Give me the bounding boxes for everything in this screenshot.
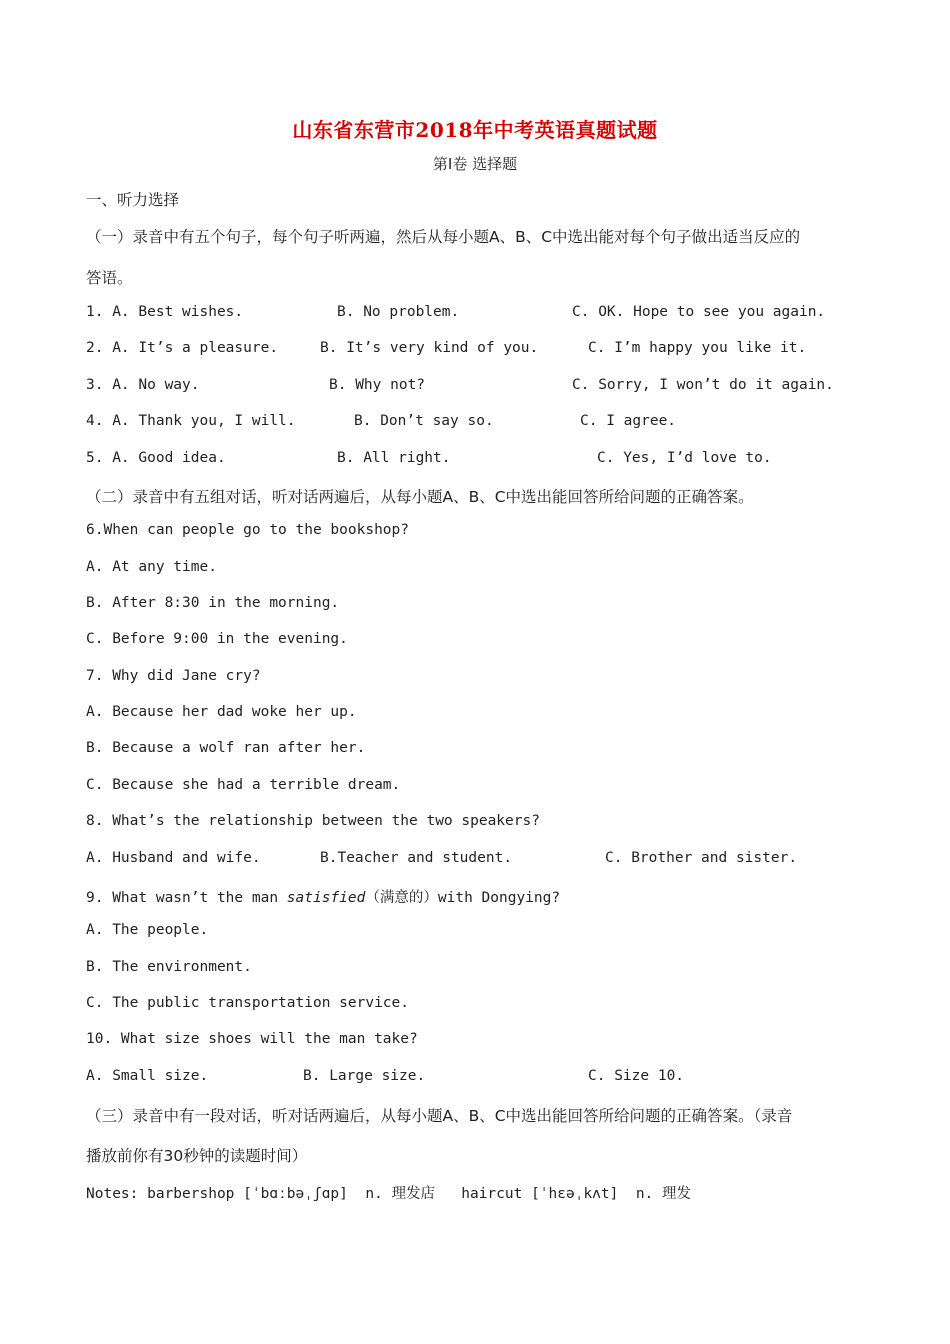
option-c: C. I’m happy you like it. xyxy=(588,340,807,356)
option-b: B. All right. xyxy=(337,450,451,466)
option-c: C. OK. Hope to see you again. xyxy=(572,304,826,320)
option-b: B. It’s very kind of you. xyxy=(320,340,539,356)
option-a: A. Because her dad woke her up. xyxy=(86,704,357,720)
option-c: C. Before 9:00 in the evening. xyxy=(86,631,348,647)
question-10: 10. What size shoes will the man take? xyxy=(86,1031,418,1047)
option-a: A. Small size. xyxy=(86,1068,209,1084)
option-a: A. Husband and wife. xyxy=(86,850,261,866)
option-a: A. The people. xyxy=(86,922,209,938)
option-b: B. Because a wolf ran after her. xyxy=(86,740,366,756)
question-8: 8. What’s the relationship between the two speakers? xyxy=(86,813,540,829)
option-c: C. I agree. xyxy=(580,413,677,429)
option-a: 3. A. No way. xyxy=(86,377,200,393)
part3-instruction-cont: 播放前你有30秒钟的读题时间） xyxy=(86,1147,308,1165)
option-b: B. After 8:30 in the morning. xyxy=(86,595,340,611)
option-c: C. Size 10. xyxy=(588,1068,685,1084)
question-9-keyword: satisfied xyxy=(286,890,366,906)
option-a: A. At any time. xyxy=(86,559,217,575)
option-c: C. The public transportation service. xyxy=(86,995,410,1011)
option-b: B. No problem. xyxy=(337,304,460,320)
option-c: C. Yes, I’d love to. xyxy=(597,450,772,466)
option-c: C. Brother and sister. xyxy=(605,850,798,866)
vocabulary-notes: Notes: barbershop [ˈbɑːbəˌʃɑp] n. 理发店 haircut [ˈhɛəˌkʌt] n. 理发 xyxy=(86,1186,692,1202)
option-c: C. Because she had a terrible dream. xyxy=(86,777,401,793)
option-b: B.Teacher and student. xyxy=(320,850,513,866)
option-b: B. Large size. xyxy=(303,1068,426,1084)
option-b: B. Don’t say so. xyxy=(354,413,494,429)
option-a: 4. A. Thank you, I will. xyxy=(86,413,296,429)
option-b: B. Why not? xyxy=(329,377,426,393)
option-a: 2. A. It’s a pleasure. xyxy=(86,340,279,356)
option-a: 5. A. Good idea. xyxy=(86,450,226,466)
part1-instruction: （一）录音中有五个句子，每个句子听两遍，然后从每小题A、B、C中选出能对每个句子做出适当反应的 xyxy=(86,228,801,246)
question-7: 7. Why did Jane cry? xyxy=(86,668,261,684)
part2-instruction: （二）录音中有五组对话，听对话两遍后，从每小题A、B、C中选出能回答所给问题的正确答案。 xyxy=(86,488,754,506)
option-a: 1. A. Best wishes. xyxy=(86,304,244,320)
section-subtitle: 第Ⅰ卷 选择题 xyxy=(432,155,518,173)
part1-instruction-cont: 答语。 xyxy=(86,269,133,287)
question-6: 6.When can people go to the bookshop? xyxy=(86,522,410,538)
page-title: 山东省东营市2018年中考英语真题试题 xyxy=(292,118,658,142)
option-c: C. Sorry, I won’t do it again. xyxy=(572,377,834,393)
part3-instruction: （三）录音中有一段对话，听对话两遍后，从每小题A、B、C中选出能回答所给问题的正确答案。（录音 xyxy=(86,1107,793,1125)
question-9 xyxy=(86,886,560,907)
section-heading: 一、听力选择 xyxy=(86,191,180,209)
question-9-text: 9. What wasn’t the man xyxy=(86,890,287,906)
option-b: B. The environment. xyxy=(86,959,252,975)
question-9-text-end: （满意的）with Dongying? xyxy=(365,890,561,906)
